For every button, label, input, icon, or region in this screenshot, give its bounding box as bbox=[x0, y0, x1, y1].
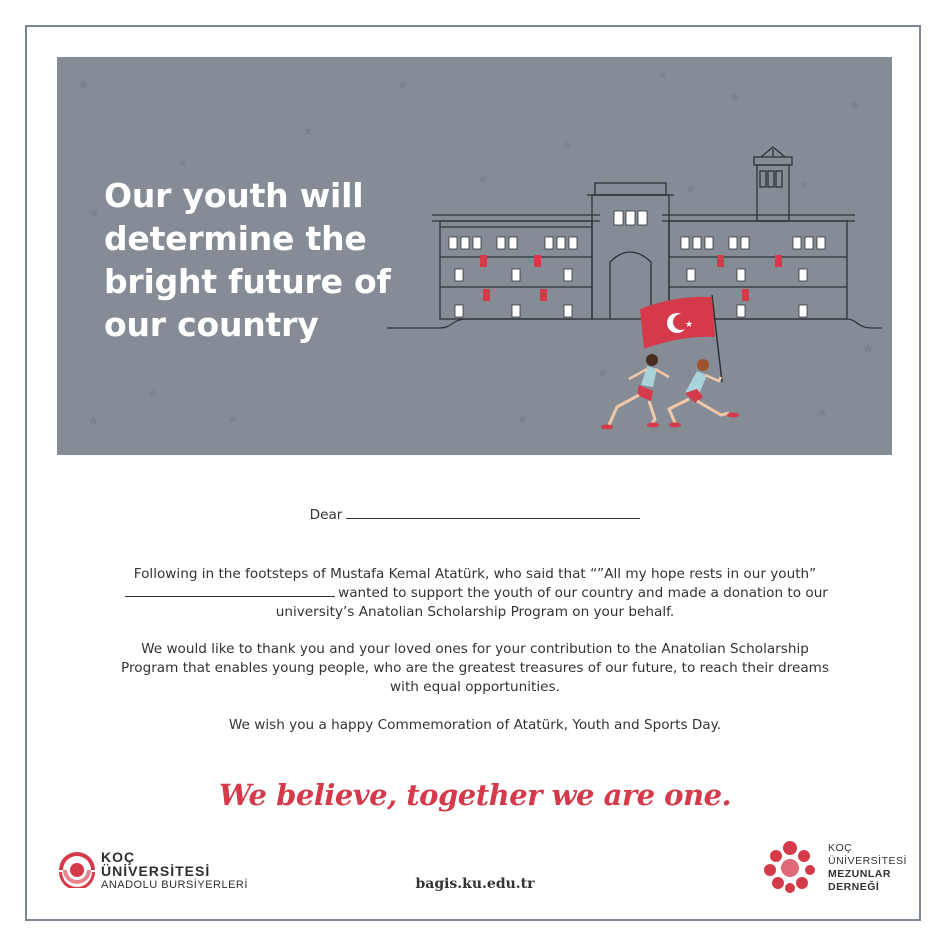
website-link[interactable]: bagis.ku.edu.tr bbox=[415, 876, 535, 892]
svg-text:★: ★ bbox=[657, 68, 668, 82]
svg-text:★: ★ bbox=[177, 156, 188, 170]
paragraph-1-part-a: Following in the footsteps of Mustafa Kemal Atatürk, who said that “”All my hope rests in our youth” bbox=[133, 566, 817, 582]
greeting-line bbox=[120, 506, 830, 525]
alumni-circles-logo-icon bbox=[760, 838, 820, 894]
slogan: We believe, together we are one. bbox=[218, 778, 732, 812]
svg-text:★: ★ bbox=[77, 77, 90, 93]
headline-line-3: bright future of bbox=[104, 262, 391, 301]
svg-text:★: ★ bbox=[397, 78, 408, 92]
svg-text:★: ★ bbox=[849, 98, 861, 113]
greeting-label: Dear bbox=[309, 507, 343, 523]
svg-text:★: ★ bbox=[562, 138, 573, 152]
right-logo-line-1: KOÇ bbox=[828, 842, 853, 854]
svg-text:★: ★ bbox=[817, 406, 829, 421]
svg-text:★: ★ bbox=[87, 413, 100, 429]
svg-text:★: ★ bbox=[302, 124, 314, 139]
svg-text:★: ★ bbox=[89, 206, 100, 220]
svg-text:★: ★ bbox=[597, 366, 608, 380]
runners-with-flag-icon bbox=[601, 295, 739, 430]
left-logo-line-2: ÜNİVERSİTESİ bbox=[101, 863, 211, 879]
svg-text:★: ★ bbox=[227, 412, 239, 427]
letter-paragraph-3 bbox=[120, 716, 830, 735]
banner-headline bbox=[104, 174, 424, 346]
right-logo-line-4: DERNEĞİ bbox=[828, 881, 880, 893]
svg-text:★: ★ bbox=[477, 172, 489, 187]
letter-paragraph-2 bbox=[120, 640, 830, 697]
left-logo-line-1: KOÇ bbox=[101, 849, 136, 865]
headline-line-4: our country bbox=[104, 305, 319, 344]
right-logo-line-2: ÜNİVERSİTESİ bbox=[828, 855, 907, 867]
svg-text:★: ★ bbox=[862, 341, 875, 357]
donor-name-blank[interactable] bbox=[125, 584, 335, 597]
headline-line-1: Our youth will bbox=[104, 176, 364, 215]
left-logo-line-3: ANADOLU BURSİYERLERİ bbox=[101, 879, 248, 891]
headline-line-2: determine the bbox=[104, 219, 367, 258]
svg-text:★: ★ bbox=[685, 182, 696, 196]
svg-text:★: ★ bbox=[517, 412, 528, 426]
svg-text:★: ★ bbox=[685, 320, 694, 330]
paragraph-3-text: We wish you a happy Commemoration of Atatürk, Youth and Sports Day. bbox=[228, 717, 722, 733]
paragraph-1-part-b: wanted to support the youth of our country and made a donation to our university’s Anatolian Scholarship Program on your behalf. bbox=[275, 585, 828, 620]
svg-text:★: ★ bbox=[729, 90, 741, 105]
svg-text:★: ★ bbox=[799, 178, 810, 192]
right-logo-line-3: MEZUNLAR bbox=[828, 868, 891, 880]
recipient-name-blank[interactable] bbox=[346, 506, 640, 519]
svg-text:★: ★ bbox=[147, 386, 158, 400]
koc-mezunlar-dernegi-logo bbox=[760, 838, 910, 898]
letter-paragraph-1 bbox=[120, 565, 830, 622]
paragraph-2-text: We would like to thank you and your loved ones for your contribution to the Anatolian Scholarship Program that enables young people, who are the greatest treasures of our future, to reach their dreams with equal opportunities. bbox=[121, 641, 829, 695]
